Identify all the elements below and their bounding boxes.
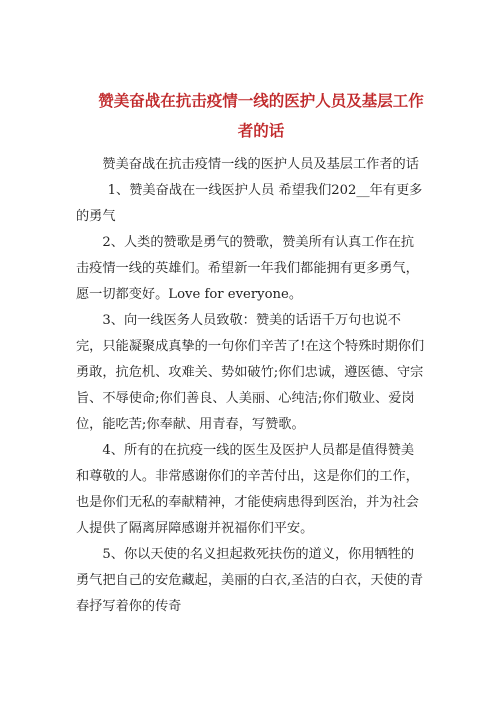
list-item-2: 2、人类的赞歌是勇气的赞歌，赞美所有认真工作在抗击疫情一线的英雄们。希望新一年我们都能拥有更多勇气，愿一切都变好。Love for everyone。 <box>76 235 419 302</box>
document-title: 赞美奋战在抗击疫情一线的医护人员及基层工作者的话 <box>98 91 424 140</box>
list-item-1: 1、赞美奋战在一线医护人员 希望我们202__年有更多的勇气 <box>76 183 423 224</box>
list-item-3: 3、向一线医务人员致敬：赞美的话语千万句也说不完，只能凝聚成真挚的一句你们辛苦了!在这个特殊时期你们勇敢，抗危机、攻难关、势如破竹;你们忠诚，遵医德、守宗旨、不辱使命;你们善良、人美丽、心纯洁;你们敬业、爱岗位，能吃苦;你奉献、用青春，写赞歌。 <box>76 313 425 432</box>
list-item-5: 5、你以天使的名义担起救死扶伤的道义，你用牺牲的勇气把自己的安危藏起，美丽的白衣,圣洁的白衣，天使的青春抒写着你的传奇 <box>76 547 424 614</box>
list-item-4: 4、所有的在抗疫一线的医生及医护人员都是值得赞美和尊敬的人。非常感谢你们的辛苦付出，这是你们的工作，也是你们无私的奉献精神，才能使病患得到医治，并为社会人提供了隔离屏障感谢并祝福你们平安。 <box>76 443 419 536</box>
intro-paragraph: 赞美奋战在抗击疫情一线的医护人员及基层工作者的话 <box>102 157 419 172</box>
document-body <box>76 152 426 620</box>
